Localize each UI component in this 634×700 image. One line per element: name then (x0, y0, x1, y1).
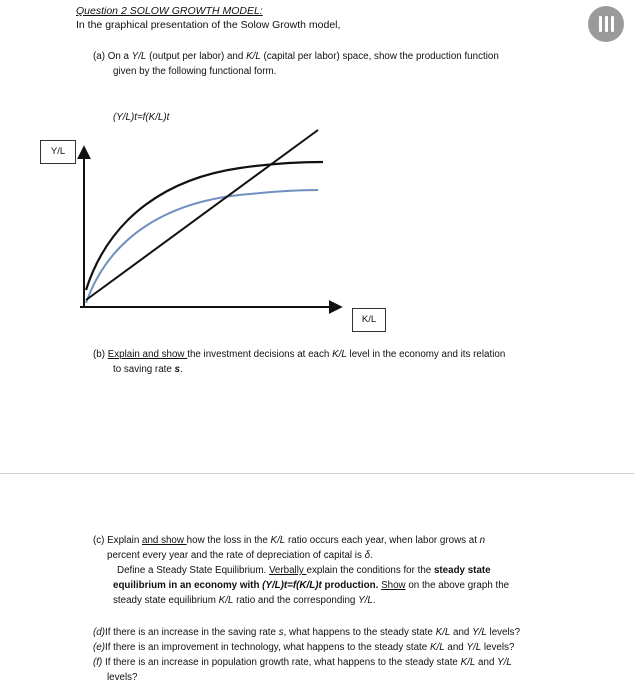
part-a-line1: (a) On a Y/L (output per labor) and K/L (capital per labor) space, show the production function (93, 51, 499, 62)
x-axis-label: K/L (352, 308, 386, 332)
page-divider (0, 473, 634, 474)
part-c-line3: Define a Steady State Equilibrium. Verbally explain the conditions for the steady state (117, 565, 491, 576)
part-f-line2: levels? (107, 672, 138, 683)
part-a-line2: given by the following functional form. (113, 66, 277, 77)
part-c-line5: steady state equilibrium K/L ratio and the corresponding Y/L. (113, 595, 376, 606)
question-title: Question 2 SOLOW GROWTH MODEL: (76, 5, 263, 17)
part-c-line2: percent every year and the rate of depreciation of capital is δ. (107, 550, 373, 561)
part-b-line2: to saving rate s. (113, 364, 183, 375)
part-b-line1: (b) Explain and show the investment decisions at each K/L level in the economy and its relation (93, 349, 506, 360)
part-d: (d)If there is an increase in the saving rate s, what happens to the steady state K/L and Y/L levels? (93, 627, 521, 638)
part-c-line4: equilibrium in an economy with (Y/L)t=f(K/L)t production. Show on the above graph the (113, 580, 510, 591)
straight-line (86, 130, 318, 300)
upper-production-curve (86, 162, 323, 290)
part-f-line1: (f) If there is an increase in population growth rate, what happens to the steady state K/L and Y/L (93, 657, 512, 668)
production-function-formula: (Y/L)t=f(K/L)t (113, 112, 170, 123)
question-intro: In the graphical presentation of the Solow Growth model, (76, 19, 341, 31)
part-c-line1: (c) Explain and show how the loss in the K/L ratio occurs each year, when labor grows at n (93, 535, 486, 546)
lower-production-curve (86, 190, 318, 303)
part-e: (e)If there is an improvement in technology, what happens to the steady state K/L and Y/L levels? (93, 642, 515, 653)
y-axis-label: Y/L (40, 140, 76, 164)
